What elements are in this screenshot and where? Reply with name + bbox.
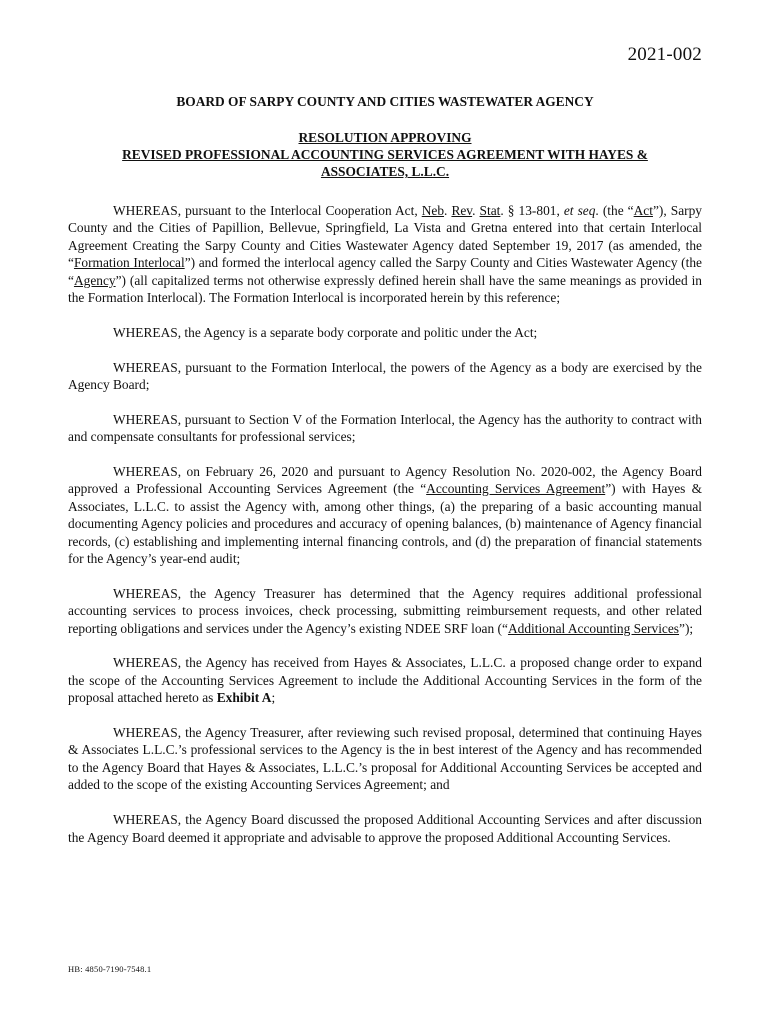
p7-exhibit-a: Exhibit A [216, 690, 272, 706]
p1-act-term: Act [633, 203, 653, 218]
whereas-paragraph-2: WHEREAS, the Agency is a separate body corporate and politic under the Act; [113, 324, 538, 340]
resolution-number: 2021-002 [627, 44, 702, 65]
p7-text-b: ; [271, 690, 276, 706]
document-body [68, 202, 702, 863]
p1-text-c: . (the “ [595, 203, 634, 218]
p1-neb: Neb [421, 203, 445, 218]
document-footer-id: HB: 4850-7190-7548.1 [68, 964, 152, 974]
p1-stat: Stat [479, 203, 501, 218]
p1-formation-interlocal-term: Formation Interlocal [73, 255, 185, 271]
board-heading: BOARD OF SARPY COUNTY AND CITIES WASTEWATER AGENCY [176, 94, 594, 109]
p1-et-seq: et seq [563, 203, 596, 218]
p6-text-a: WHEREAS, the Agency Treasurer has determined that the Agency requires additional professional accounting services to process invoices, check processing, submitting reimbursement requests, and other related reporting obligations and services under the Agency’s existing NDEE SRF loan (“ [68, 585, 702, 636]
whereas-paragraph-8: WHEREAS, the Agency Treasurer, after reviewing such revised proposal, determined that continuing Hayes & Associates L.L.C.’s professional services to the Agency is the in best interest of the Agency and has recommended to the Agency Board that Hayes & Associates, L.L.C.’s proposal for Additional Accounting Services be accepted and added to the scope of the existing Accounting Services Agreement; and [68, 725, 702, 793]
p1-text-f: ”) (all capitalized terms not otherwise expressly defined herein shall have the same meanings as provided in the Formation Interlocal). The Formation Interlocal is incorporated herein by this reference; [68, 272, 702, 306]
p5-text-b: ”) with Hayes & Associates, L.L.C. to assist the Agency with, among other things, (a) the preparing of a basic accounting manual documenting Agency policies and procedures and accuracy of opening balances, (b) maintenance of Agency financial records, (c) establishing and implementing internal financing controls, and (d) the preparation of financial statements for the Agency’s year-end audit; [68, 481, 702, 567]
whereas-paragraph-5 [68, 463, 702, 567]
p6-text-b: ”); [679, 620, 694, 636]
title-line-1: RESOLUTION APPROVING [298, 130, 472, 145]
p1-rev: Rev [451, 203, 473, 218]
p1-dot-2: . [472, 203, 480, 218]
whereas-paragraph-9: WHEREAS, the Agency Board discussed the proposed Additional Accounting Services and after discussion the Agency Board deemed it appropriate and advisable to approve the proposed Additional Accounting Services. [68, 812, 702, 845]
p1-text-b: . § 13-801, [500, 203, 564, 218]
whereas-paragraph-3: WHEREAS, pursuant to the Formation Interlocal, the powers of the Agency as a body are exercised by the Agency Board; [68, 359, 702, 393]
p6-additional-accounting-services-term: Additional Accounting Services [507, 620, 680, 636]
p1-text-a: WHEREAS, pursuant to the Interlocal Cooperation Act, [113, 203, 422, 218]
p1-text-e: ”) and formed the interlocal agency called the Sarpy County and Cities Wastewater Agency (the “ [68, 255, 702, 288]
p1-agency-term: Agency [73, 272, 116, 288]
resolution-title [68, 129, 702, 180]
p5-accounting-services-agreement-term: Accounting Services Agreement [426, 481, 606, 497]
p7-text-a: WHEREAS, the Agency has received from Hayes & Associates, L.L.C. a proposed change order to expand the scope of the Accounting Services Agreement to include the Additional Accounting Services in the form of the proposal attached hereto as [68, 655, 702, 706]
whereas-paragraph-6 [68, 585, 702, 637]
whereas-paragraph-7 [68, 654, 702, 706]
p5-text-a: WHEREAS, on February 26, 2020 and pursuant to Agency Resolution No. 2020-002, the Agency Board approved a Professional Accounting Services Agreement (the “ [68, 464, 702, 497]
p1-dot-1: . [444, 203, 452, 218]
whereas-paragraph-4: WHEREAS, pursuant to Section V of the Formation Interlocal, the Agency has the authority to contract with and compensate consultants for professional services; [68, 411, 702, 445]
title-line-2: REVISED PROFESSIONAL ACCOUNTING SERVICES AGREEMENT WITH HAYES & [122, 147, 648, 162]
whereas-paragraph-1 [68, 202, 702, 306]
title-line-3: ASSOCIATES, L.L.C. [320, 164, 450, 179]
p1-text-d: ”), Sarpy County and the Cities of Papillion, Bellevue, Springfield, La Vista and Gretna entered into that certain Interlocal Agreement Creating the Sarpy County and Cities Wastewater Agency dated September 19, 2017 (as amended, the “ [68, 203, 703, 271]
